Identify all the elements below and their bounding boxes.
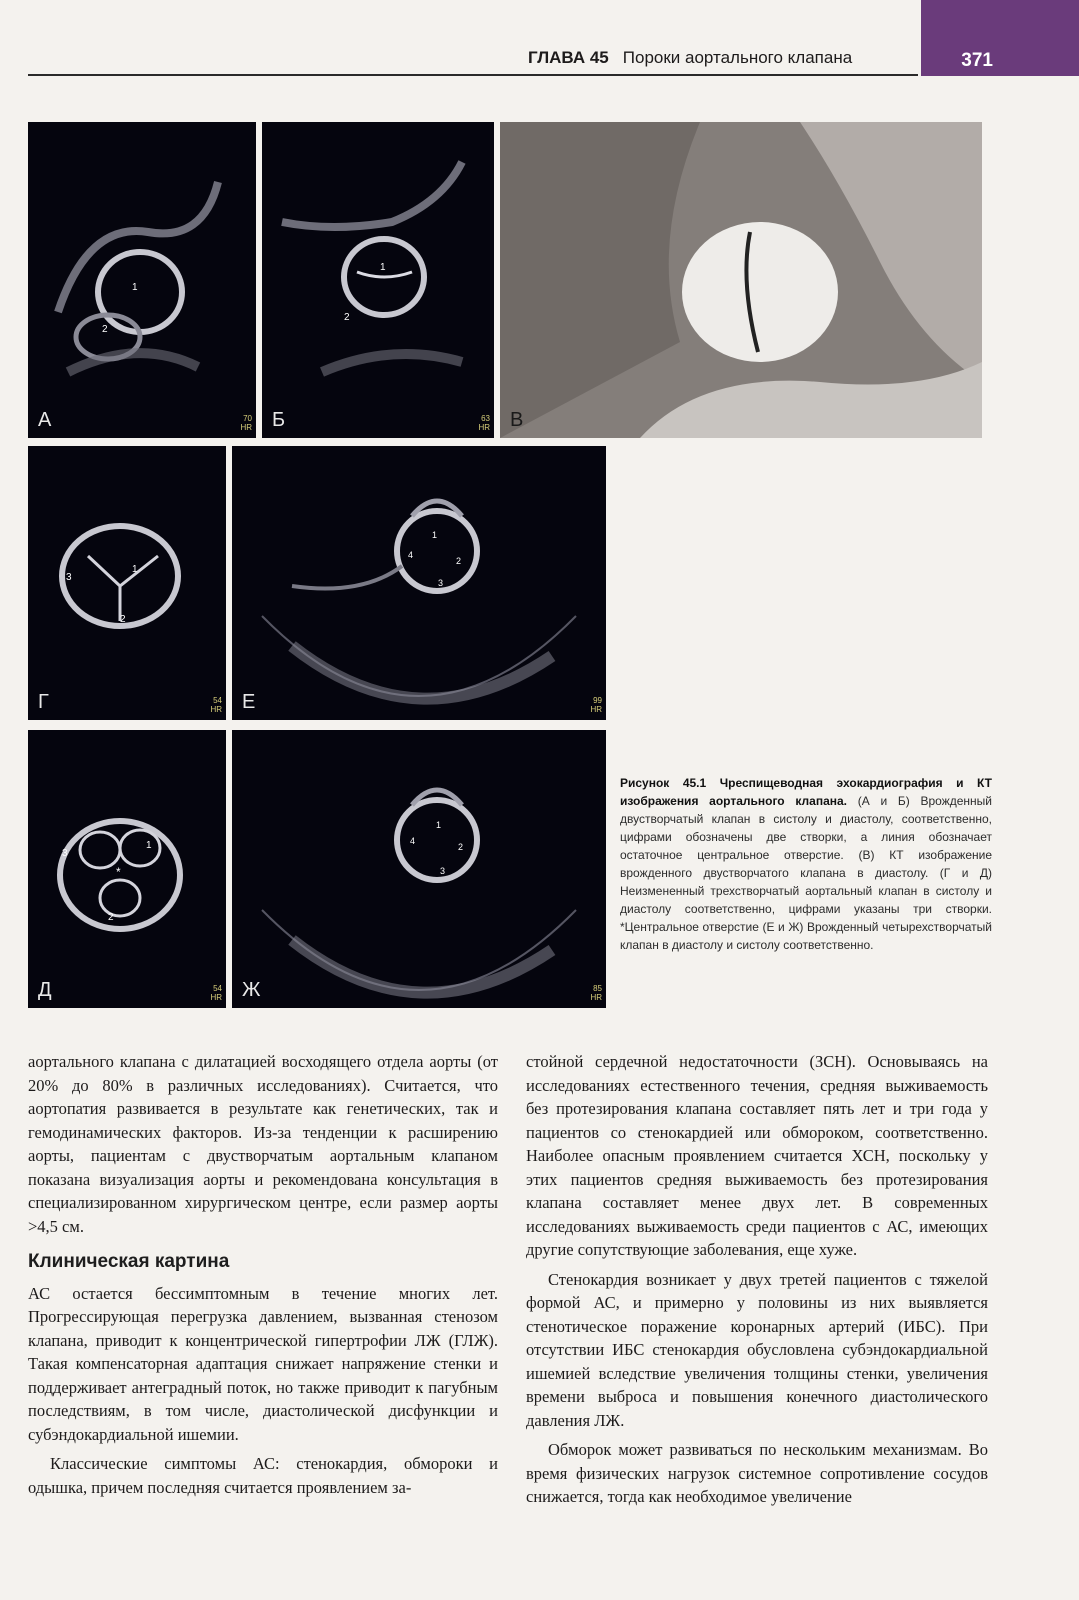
page-number: 371 [961,50,993,71]
body-paragraph: стойной сердечной недостаточности (ЗСН). Основываясь на исследованиях естественного течения, средняя выживаемость без протезирования клапана составляет пять лет и три года у пациентов со стенокардией или обмороком, соответственно. Наиболее опасным проявлением считается ХСН, поскольку у этих пациентов средняя выживаемость без протезирования клапана составляет менее двух лет. В современных исследованиях выживаемость среди пациентов с АС, имеющих другие сопутствующие заболевания, еще хуже. [526,1052,988,1259]
svg-text:1: 1 [380,262,386,273]
caption-body: (А и Б) Врожденный двустворчатый клапан в систолу и диастолу, соответственно, цифрами обозначены две створки, а линия обозначает остаточное центральное отверстие. (В) КТ изображение врожденного двустворчатого клапана в диастолу. (Г и Д) Неизмененный трехстворчатый аортальный клапан в систолу и диастолу соответственно, цифрами указаны три створки. *Центральное отверстие (Е и Ж) Врожденный четырехстворчатый клапан в диастолу и систолу соответственно. [620,794,992,952]
svg-text:3: 3 [66,572,72,583]
echo-image-zh [232,730,606,1008]
svg-text:2: 2 [458,842,464,852]
panel-label: Д [38,979,52,1001]
echo-panel-g [28,446,226,720]
heart-rate-readout: 85 HR [590,984,602,1002]
svg-text:1: 1 [132,282,138,293]
svg-text:2: 2 [456,556,462,566]
body-paragraph: аортального клапана с дилатацией восходящего отдела аорты (от 20% до 80% в различных исследованиях). Считается, что аортопатия развивается в результате как генетических, так и гемодинамических факторов. Из-за тенденции к расширению аорты, пациентам с двустворчатым аортальным клапаном показана визуализация аорты и рекомендована консультация в специализированном хирургическом центре, если размер аорты >4,5 см. [28,1052,498,1236]
svg-text:3: 3 [438,578,444,588]
echo-image-b [262,122,494,438]
body-paragraph: Классические симптомы АС: стенокардия, обмороки и одышка, причем последняя считается проявлением за- [28,1454,498,1497]
chapter-title: Пороки аортального клапана [622,48,853,67]
svg-text:4: 4 [410,836,416,846]
right-column [526,1050,988,1509]
header-rule [28,74,918,76]
echo-panel-a [28,122,256,438]
svg-text:2: 2 [102,324,108,335]
svg-text:1: 1 [432,530,438,540]
svg-text:3: 3 [62,848,68,859]
echo-panel-zh [232,730,606,1008]
section-heading: Клиническая картина [28,1251,230,1272]
echo-panel-e [232,446,606,720]
heart-rate-readout: 70 HR [240,414,252,432]
svg-text:2: 2 [108,912,114,923]
running-header [528,48,852,68]
ct-panel-v [500,122,982,438]
svg-text:1: 1 [146,840,152,851]
svg-text:*: * [116,865,121,879]
echo-panel-d [28,730,226,1008]
svg-text:1: 1 [436,820,442,830]
body-paragraph: Обморок может развиваться по нескольким механизмам. Во время физических нагрузок системное сопротивление сосудов снижается, тогда как необходимое увеличение [526,1440,988,1506]
panel-label: Е [242,691,256,713]
panel-label: В [510,409,524,431]
panel-label: Б [272,409,286,431]
panel-label: Г [38,691,49,713]
svg-text:1: 1 [132,564,138,575]
echo-panel-b [262,122,494,438]
svg-text:4: 4 [408,550,414,560]
echo-image-d [28,730,226,1008]
echo-image-g [28,446,226,720]
svg-text:2: 2 [120,614,126,625]
panel-label: Ж [242,979,261,1001]
chapter-label: ГЛАВА 45 [528,48,609,67]
heart-rate-readout: 63 HR [478,414,490,432]
ct-image-v [500,122,982,438]
panel-label: А [38,409,52,431]
heart-rate-readout: 54 HR [210,984,222,1002]
echo-image-a [28,122,256,438]
figure-caption [620,774,992,954]
heart-rate-readout: 54 HR [210,696,222,714]
body-paragraph: Стенокардия возникает у двух третей пациентов с тяжелой формой АС, и примерно у половины из них выявляется стенотическое поражение коронарных артерий (ИБС). При отсутствии ИБС стенокардия обусловлена субэндокардиальной ишемией вследствие увеличения толщины стенки, увеличения времени выброса и повышения конечного диастолического давления ЛЖ. [526,1269,988,1430]
svg-text:2: 2 [344,312,350,323]
left-column [28,1050,498,1499]
svg-text:3: 3 [440,866,446,876]
body-paragraph: АС остается бессимптомным в течение многих лет. Прогрессирующая перегрузка давлением, вызванная стенозом клапана, приводит к концентрической гипертрофии ЛЖ (ГЛЖ). Такая компенсаторная адаптация снижает напряжение стенки и поддерживает антеградный поток, но также приводит к пагубным последствиям, в том числе, диастолической дисфункции и субэндокардиальной ишемии. [28,1283,498,1444]
heart-rate-readout: 99 HR [590,696,602,714]
echo-image-e [232,446,606,720]
caption-title: Рисунок 45.1 Чреспищеводная эхокардиография и КТ изображения аортального клапана. [620,776,992,808]
page-tab [921,0,1079,76]
